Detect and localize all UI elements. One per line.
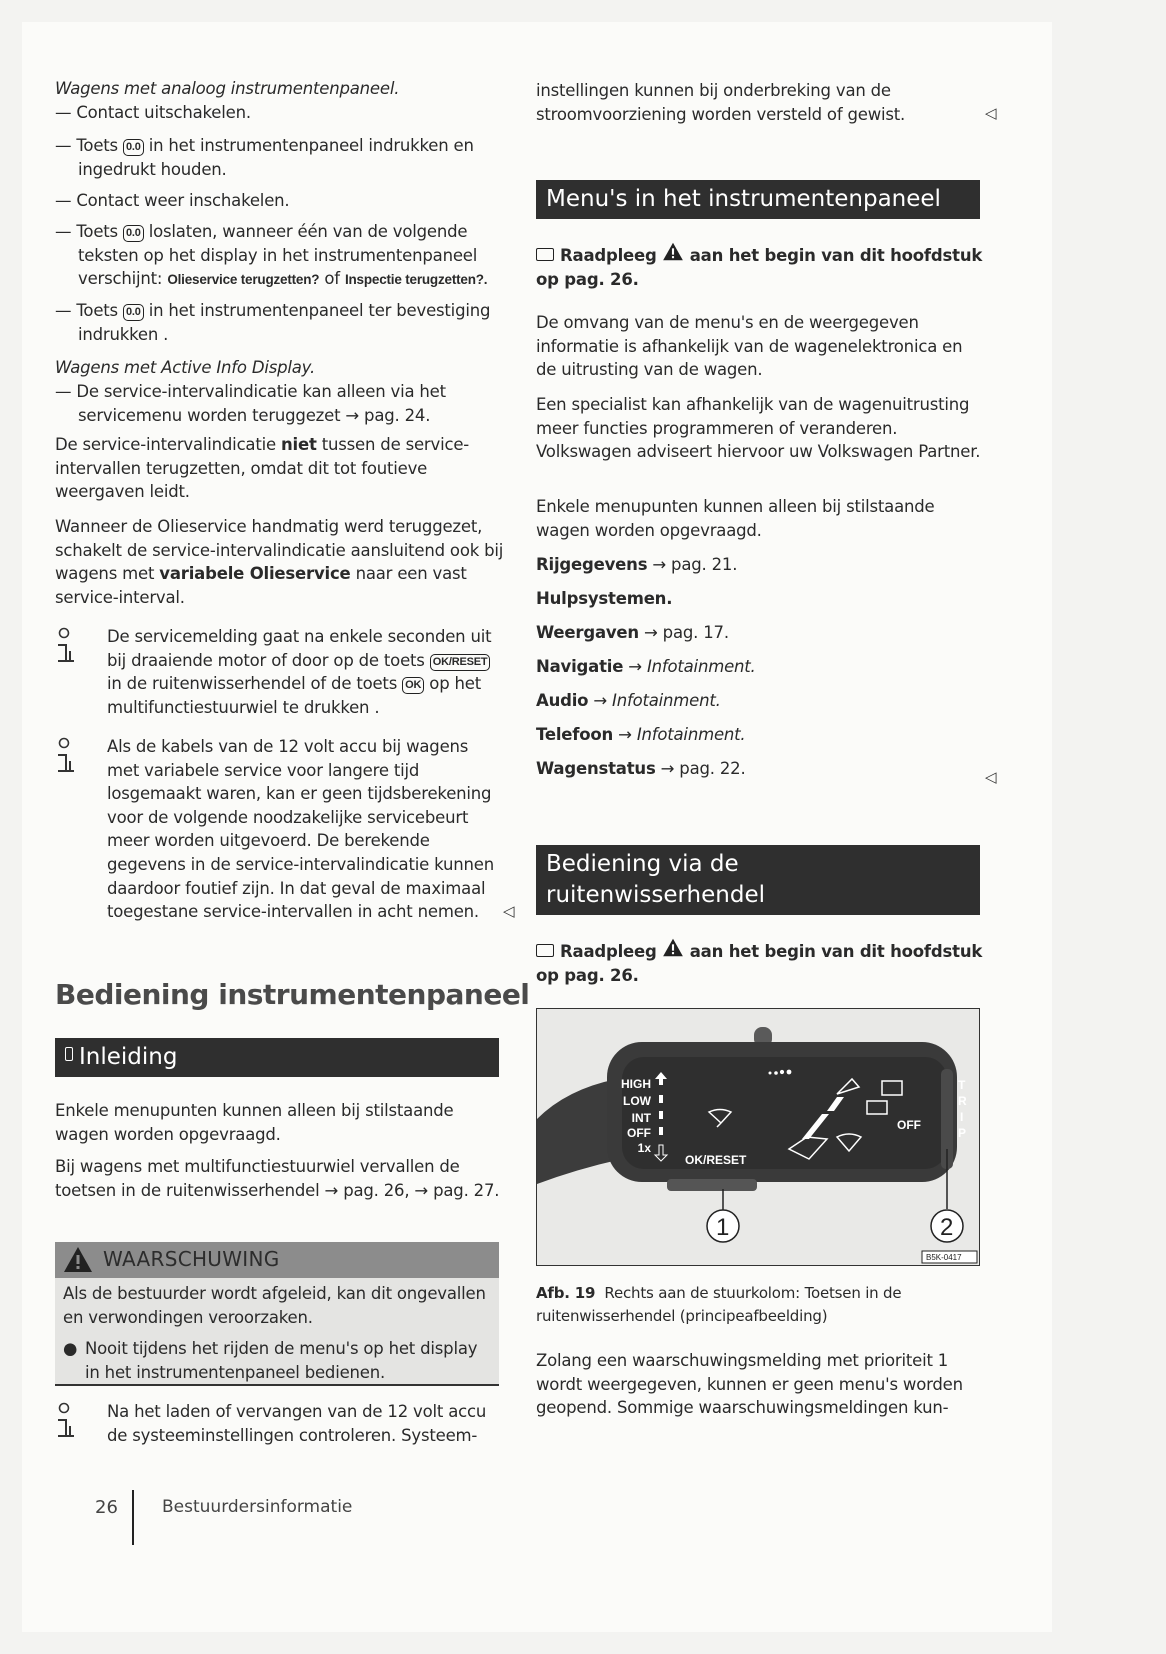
step-text: in het instrumentenpaneel indrukken en ingedrukt houden. [78,136,474,179]
step-text: of [319,269,345,289]
warning-text: Als de bestuurder wordt afgeleid, kan dit ongevallen en verwondingen veroorzaken. [63,1284,486,1327]
text: Raadpleeg [560,942,663,961]
menu-item[interactable] [536,621,984,645]
menu-item-name: Hulpsystemen. [536,589,673,608]
menu-item-name: Wagenstatus [536,759,656,778]
fig-off: OFF [897,1118,921,1132]
ok-reset-key: OK/RESET [430,654,491,671]
info-icon [55,1402,81,1442]
paragraph: De omvang van de menu's en de weergegeven informatie is afhankelijk van de wagenelektronica en de uitrusting van de wagen. [536,313,963,380]
step [55,299,528,346]
book-icon [536,248,554,261]
text-bold: variabele Olieservice [159,564,351,584]
callout-2: 2 [940,1214,954,1241]
paragraph [55,433,505,504]
step: — De service-intervalindicatie kan alleen via het servicemenu worden teruggezet → pag. 24. [55,382,446,425]
step-text: loslaten, wanneer één van de volgende teksten op het display in het instrumentenpaneel verschijnt: [78,222,478,289]
step-text: — Toets [55,301,123,320]
callout-1: 1 [716,1214,730,1241]
menu-item-ref[interactable]: Infotainment. [612,691,721,710]
text: tussen de service-intervallen terugzetten, omdat dit tot foutieve weergaven leidt. [55,435,470,502]
arrow: → [588,691,613,710]
note-text: Als de kabels van de 12 volt accu bij wagens met variabele service voor langere tijd losgemaakt waren, kan er geen tijdsberekening voor de volgende noodzakelijke servicebeurt meer worden uitgevoerd. De berekende gegevens in de service-intervalindicatie kunnen daardoor foutief zijn. In dat geval de maximaal toegestane service-intervallen in acht nemen. [107,737,494,922]
fig-label: INT [631,1111,651,1125]
paragraph: instellingen kunnen bij onderbreking van de stroomvoorziening worden versteld of gewist. [536,81,906,124]
key-0-0: 0.0 [123,139,144,156]
menu-item-ref[interactable]: → pag. 17. [638,623,729,642]
warning-header [55,1242,499,1278]
paragraph: Een specialist kan afhankelijk van de wagenuitrusting meer functies programmeren of veranderen. Volkswagen adviseert hiervoor uw Volkswagen Partner. [536,395,981,462]
end-marker: ◁ [985,768,997,786]
text: Raadpleeg [560,246,663,265]
figure-caption [536,1282,984,1328]
info-icon [55,737,81,777]
fig-trip: T [958,1078,966,1092]
arrow: → [613,725,637,744]
text: op het multifunctiestuurwiel te drukken . [107,674,482,717]
key-0-0: 0.0 [123,225,144,242]
wiper-title-2: ruitenwisserhendel [546,882,765,908]
key-0-0: 0.0 [123,304,144,321]
text: aan het begin van dit hoofdstuk op pag. 26. [536,246,983,289]
wiper-title-1: Bediening via de [546,851,739,877]
menu-item-name: Telefoon [536,725,614,744]
text: naar een vast service-interval. [55,564,467,607]
wiper-stalk-illustration [537,1009,978,1264]
fig-trip: I [960,1110,964,1124]
menu-item[interactable] [536,655,984,679]
step: — Contact weer inschakelen. [55,191,290,210]
bullet-text: Nooit tijdens het rijden de menu's op het display in het instrumentenpaneel bedienen. [85,1339,478,1382]
info-note [55,625,505,719]
paragraph: Enkele menupunten kunnen alleen bij stilstaande wagen worden opgevraagd. [55,1101,454,1144]
menu-item-name: Audio [536,691,589,710]
book-icon [65,1047,73,1061]
fig-label: LOW [623,1094,651,1108]
bullet-icon: ● [63,1339,78,1358]
ok-key: OK [402,677,424,694]
menu-item[interactable] [536,723,984,747]
caption-number: Afb. 19 [536,1284,596,1302]
menu-item[interactable] [536,553,984,577]
arrow: → [623,657,647,676]
see-reference [536,242,984,291]
paragraph: Enkele menupunten kunnen alleen bij stilstaande wagen worden opgevraagd. [536,497,935,540]
display-message: Inspectie terugzetten?. [344,272,488,288]
text: aan het begin van dit hoofdstuk op pag. 26. [536,942,983,985]
step-text: — Toets [55,222,123,241]
end-marker: ◁ [985,104,997,122]
text: De service-intervalindicatie [55,435,281,454]
menu-item[interactable] [536,757,984,781]
fig-label: HIGH [621,1077,651,1091]
aid-heading: Wagens met Active Info Display. [55,358,316,377]
warning-bullet [63,1337,490,1384]
page-number: 26 [95,1497,118,1518]
footer-section: Bestuurdersinformatie [162,1497,353,1517]
step: — Contact uitschakelen. [55,103,251,122]
footer-divider [132,1490,134,1545]
paragraph: Zolang een waarschuwingsmelding met prioriteit 1 wordt weergegeven, kunnen er geen menu's worden geopend. Sommige waarschuwingsmeldingen kun- [536,1351,963,1418]
step [55,134,528,181]
intro-title: Inleiding [79,1044,178,1070]
menu-item-ref[interactable]: → pag. 21. [647,555,738,574]
paragraph: Bij wagens met multifunctiestuurwiel vervallen de toetsen in de ruitenwisserhendel → pag. 26, → pag. 27. [55,1157,500,1200]
menu-item-name: Navigatie [536,657,624,676]
warning-icon [662,938,684,957]
fig-trip: R [958,1094,967,1108]
book-icon [536,944,554,957]
figure-code: B5K-0417 [926,1253,962,1262]
info-icon [55,627,81,667]
warning-icon [662,242,684,261]
menu-item-name: Rijgegevens [536,555,648,574]
fig-ok-reset: OK/RESET [685,1153,747,1167]
menu-item-ref[interactable]: Infotainment. [646,657,756,676]
fig-label: 1x [637,1141,651,1155]
menus-bar: Menu's in het instrumentenpaneel [536,180,980,219]
text-bold: niet [281,435,317,454]
note-text: Na het laden of vervangen van de 12 volt accu de systeeminstellingen controleren. Systeem- [107,1402,487,1445]
menu-item[interactable] [536,689,984,713]
end-marker: ◁ [503,902,515,920]
step [55,220,528,292]
step-text: in het instrumentenpaneel ter bevestiging indrukken . [78,301,491,344]
see-reference [536,938,984,987]
text: De servicemelding gaat na enkele seconden uit bij draaiende motor of door op de toets [107,627,492,670]
intro-bar [55,1038,499,1077]
fig-trip: P [958,1126,967,1140]
warning-title: WAARSCHUWING [103,1247,280,1271]
fig-label: OFF [627,1126,651,1140]
figure-wiper-stalk [536,1008,980,1266]
paragraph [55,515,505,609]
warning-icon [63,1246,93,1273]
menu-item-ref[interactable]: → pag. 22. [655,759,746,778]
warning-body [55,1278,499,1386]
display-message: Olieservice terugzetten? [167,272,320,288]
info-note [55,1400,505,1447]
menu-item-ref[interactable]: Infotainment. [636,725,746,744]
info-note [55,735,505,924]
menu-item[interactable] [536,587,984,611]
analog-heading: Wagens met analoog instrumentenpaneel. [55,79,400,98]
menu-item-name: Weergaven [536,623,639,642]
step-text: — Toets [55,136,123,155]
section-title: Bediening instrumentenpaneel [55,978,530,1011]
wiper-bar [536,845,980,915]
text: in de ruitenwisserhendel of de toets [107,674,403,694]
caption-text: Rechts aan de stuurkolom: Toetsen in de ruitenwisserhendel (principeafbeelding) [536,1284,902,1325]
text: Wanneer de Olieservice handmatig werd teruggezet, schakelt de service-intervalindicatie aansluitend ook bij wagens met [55,517,504,584]
